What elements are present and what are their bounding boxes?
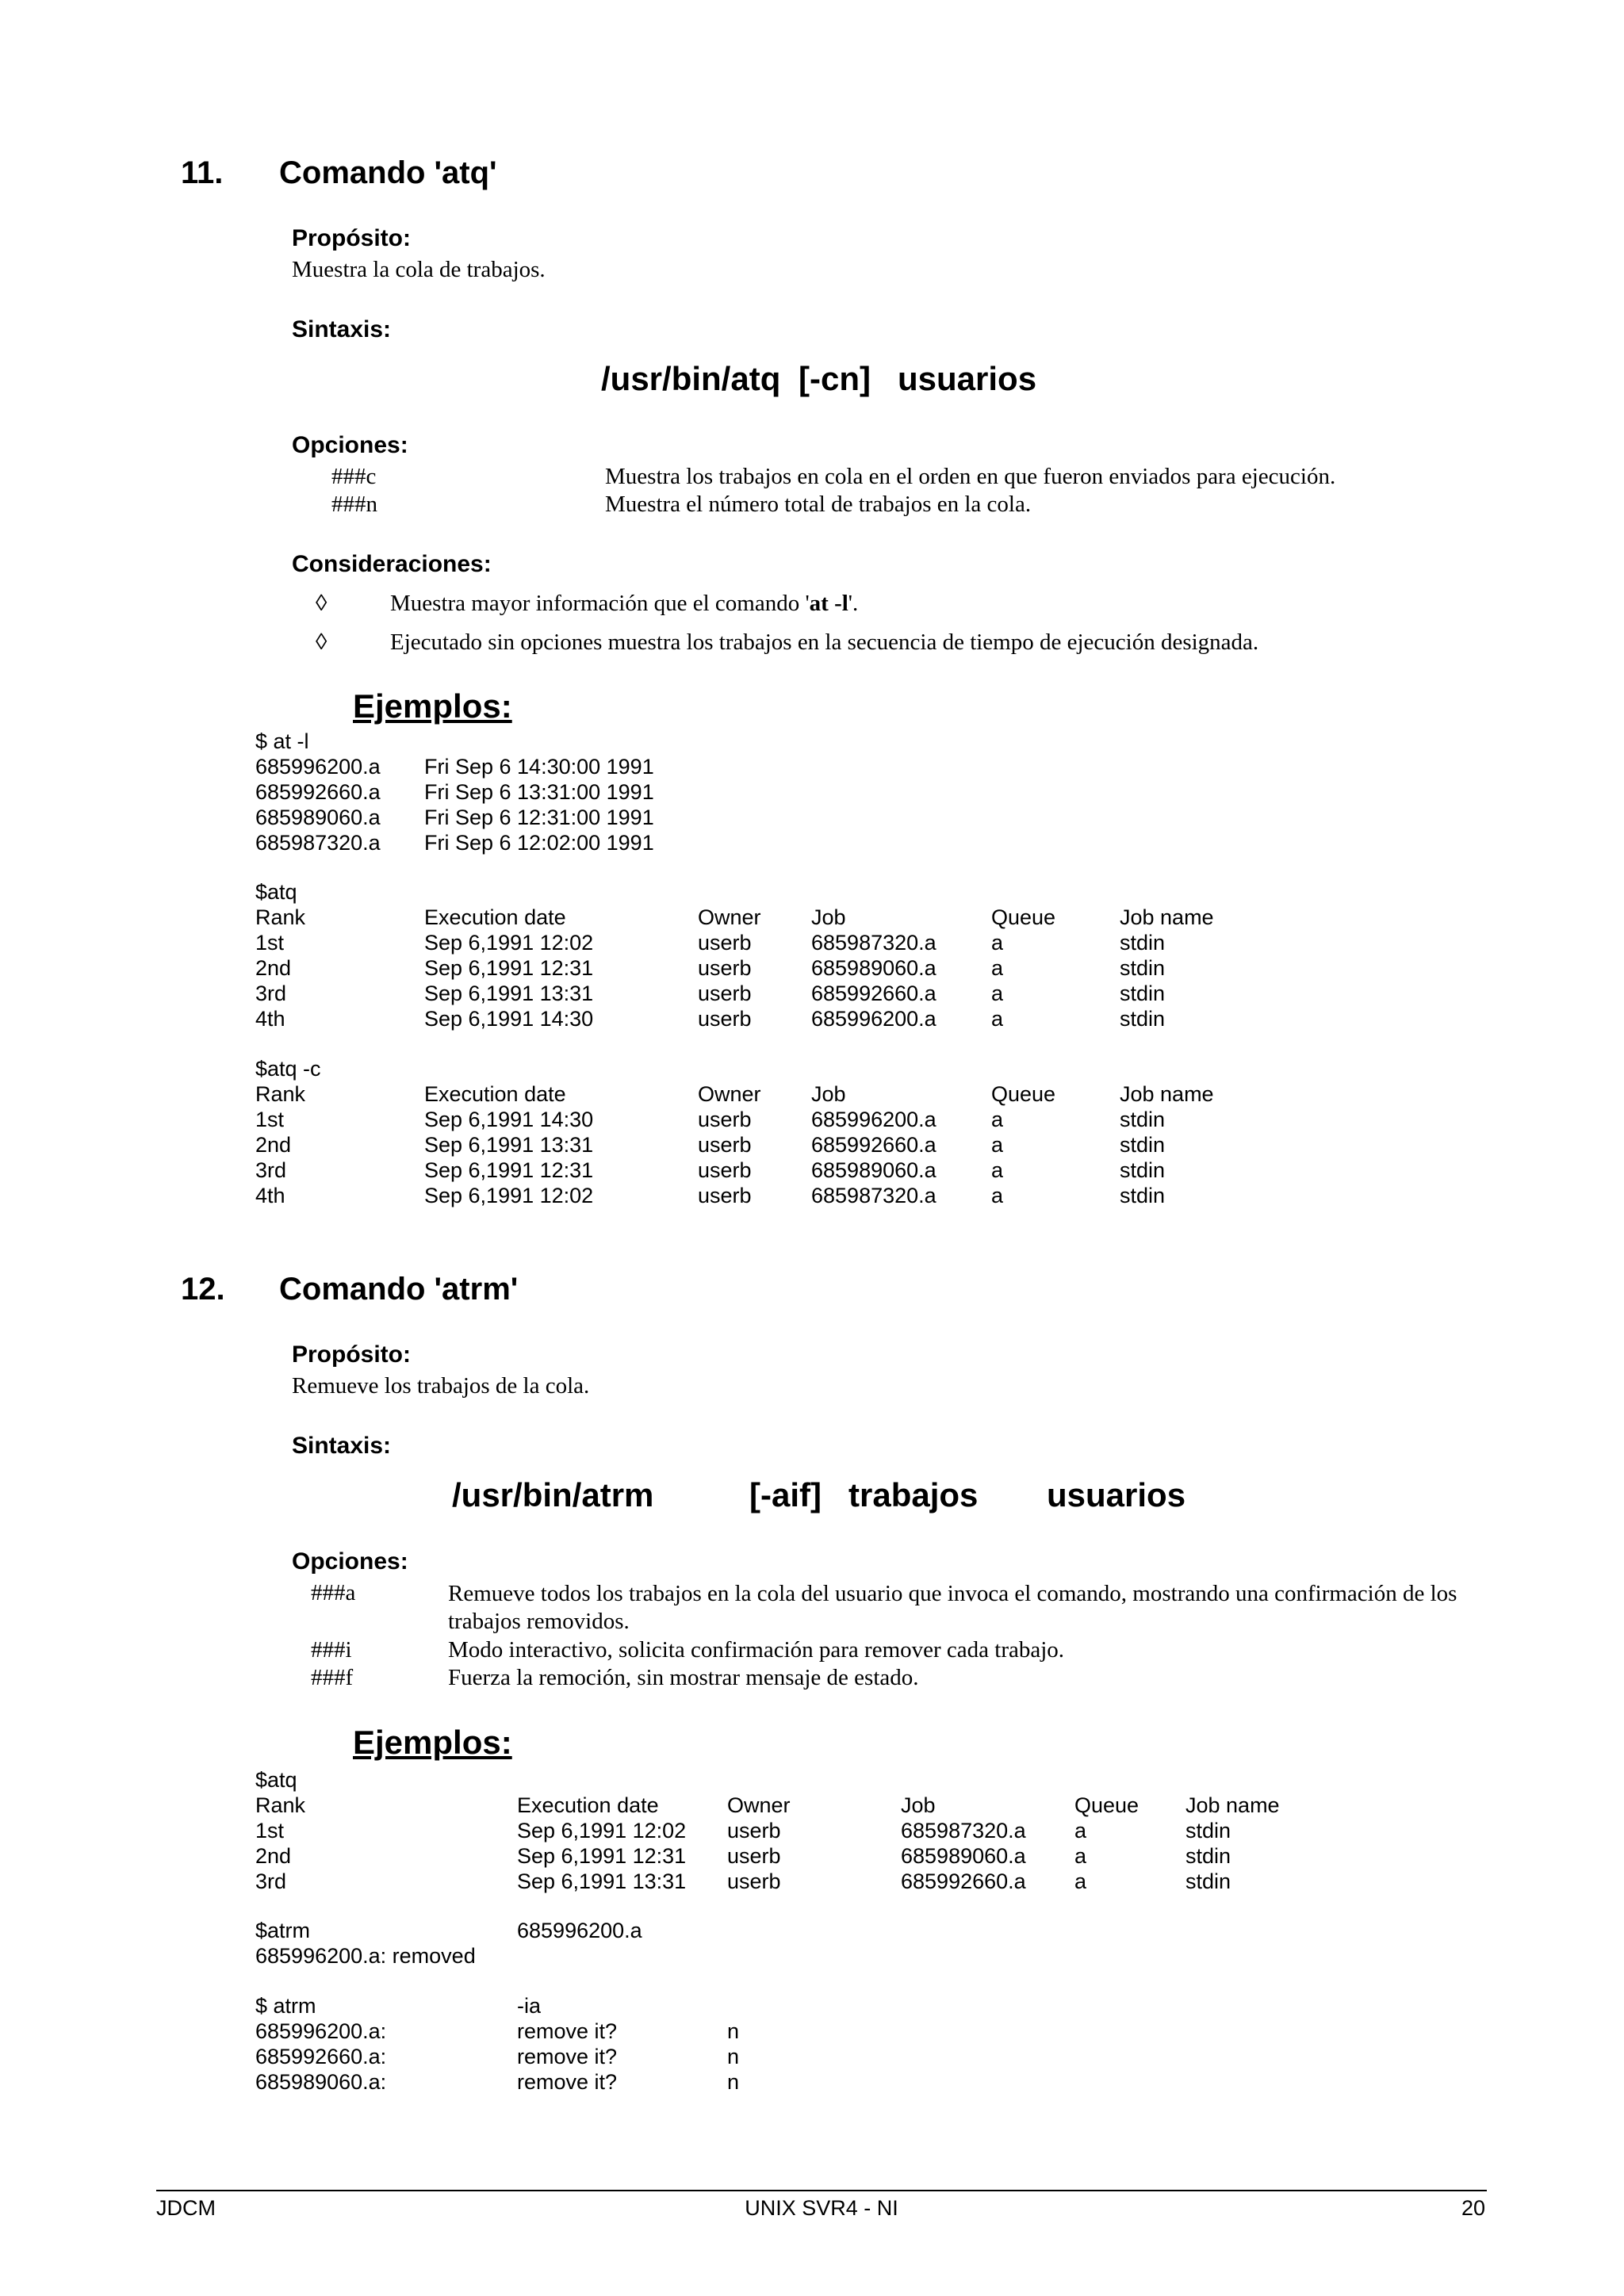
answer-text: n [727, 2070, 740, 2094]
job-date: Fri Sep 6 12:02:00 1991 [424, 831, 654, 855]
execution-date-cell: Sep 6,1991 12:02 [424, 931, 594, 955]
execution-date-cell: Sep 6,1991 12:02 [517, 1819, 687, 1843]
section-title: Comando 'atrm' [279, 1272, 519, 1307]
rank-cell: 1st [255, 1108, 285, 1131]
column-header: Job name [1120, 1082, 1214, 1106]
prompt-text: remove it? [517, 2070, 618, 2094]
job-id: 685987320.a [255, 831, 381, 855]
job-name-cell: stdin [1120, 1007, 1166, 1031]
job-name-cell: stdin [1120, 1133, 1166, 1157]
option-desc: Modo interactivo, solicita confirmación para remover cada trabajo. [448, 1637, 1065, 1663]
sintaxis-label: Sintaxis: [292, 1433, 392, 1459]
job-cell: 685992660.a [901, 1869, 1026, 1893]
proposito-label: Propósito: [292, 225, 411, 251]
queue-cell: a [1074, 1869, 1087, 1893]
rank-cell: 1st [255, 1819, 285, 1843]
job-cell: 685992660.a [811, 982, 936, 1005]
ejemplos-heading: Ejemplos: [353, 1724, 512, 1761]
footer-center: UNIX SVR4 - NI [745, 2196, 898, 2220]
job-id: 685992660.a: [255, 2045, 387, 2068]
syntax-users: usuarios [1047, 1476, 1186, 1513]
proposito-label: Propósito: [292, 1341, 411, 1368]
consideration-item: Ejecutado sin opciones muestra los trabajos en la secuencia de tiempo de ejecución designada. [390, 629, 1259, 655]
column-header: Queue [991, 905, 1056, 929]
option-desc: Remueve todos los trabajos en la cola del usuario que invoca el comando, mostrando una confirmación de los trabajos removidos. [448, 1581, 1457, 1634]
queue-cell: a [991, 1007, 1004, 1031]
column-header: Rank [255, 1793, 306, 1817]
owner-cell: userb [698, 1108, 752, 1131]
job-name-cell: stdin [1120, 956, 1166, 980]
syntax-command: /usr/bin/atrm [452, 1476, 654, 1513]
owner-cell: userb [698, 982, 752, 1005]
rank-cell: 4th [255, 1007, 285, 1031]
job-id: 685996200.a [255, 755, 381, 779]
owner-cell: userb [698, 931, 752, 955]
execution-date-cell: Sep 6,1991 14:30 [424, 1007, 594, 1031]
syntax-command: /usr/bin/atq [601, 360, 781, 397]
option-flag: ###f [311, 1665, 354, 1690]
execution-date-cell: Sep 6,1991 13:31 [424, 1133, 594, 1157]
footer-left: JDCM [156, 2196, 216, 2220]
job-cell: 685989060.a [901, 1844, 1026, 1868]
job-name-cell: stdin [1120, 1184, 1166, 1207]
footer-rule [156, 2190, 1487, 2191]
option-flag: ###n [331, 492, 377, 517]
queue-cell: a [991, 982, 1004, 1005]
execution-date-cell: Sep 6,1991 13:31 [517, 1869, 687, 1893]
job-name-cell: stdin [1120, 982, 1166, 1005]
job-name-cell: stdin [1120, 1108, 1166, 1131]
consideration-item: Muestra mayor información que el comando 'at -l'. [390, 591, 859, 616]
proposito-text: Remueve los trabajos de la cola. [292, 1373, 590, 1399]
command-line: $atrm [255, 1919, 311, 1942]
column-header: Owner [727, 1793, 791, 1817]
column-header: Queue [1074, 1793, 1139, 1817]
queue-cell: a [991, 1133, 1004, 1157]
queue-cell: a [991, 956, 1004, 980]
job-id: 685996200.a: [255, 2019, 387, 2043]
option-flag: ###c [331, 464, 377, 489]
job-cell: 685987320.a [811, 1184, 936, 1207]
syntax-args: trabajos [848, 1476, 979, 1513]
ejemplos-heading: Ejemplos: [353, 687, 512, 725]
syntax-args: usuarios [898, 360, 1037, 397]
diamond-bullet-icon: ◊ [316, 591, 327, 616]
owner-cell: userb [727, 1869, 781, 1893]
job-date: Fri Sep 6 13:31:00 1991 [424, 780, 654, 804]
opciones-label: Opciones: [292, 432, 408, 458]
job-cell: 685996200.a [811, 1007, 936, 1031]
execution-date-cell: Sep 6,1991 12:31 [424, 1158, 594, 1182]
queue-cell: a [991, 1108, 1004, 1131]
section-title: Comando 'atq' [279, 155, 497, 190]
column-header: Owner [698, 905, 761, 929]
command-output: 685996200.a: removed [255, 1944, 476, 1968]
job-cell: 685989060.a [811, 1158, 936, 1182]
queue-cell: a [991, 1184, 1004, 1207]
command-line: $ at -l [255, 729, 309, 753]
queue-cell: a [991, 931, 1004, 955]
opciones-label: Opciones: [292, 1548, 408, 1575]
job-cell: 685996200.a [811, 1108, 936, 1131]
queue-cell: a [991, 1158, 1004, 1182]
queue-cell: a [1074, 1844, 1087, 1868]
command-arg: -ia [517, 1994, 542, 2018]
column-header: Execution date [424, 905, 566, 929]
answer-text: n [727, 2045, 740, 2068]
column-header: Job [811, 905, 846, 929]
owner-cell: userb [698, 1184, 752, 1207]
column-header: Rank [255, 1082, 306, 1106]
command-line: $atq [255, 1768, 297, 1792]
diamond-bullet-icon: ◊ [316, 629, 327, 655]
owner-cell: userb [727, 1844, 781, 1868]
command-line: $atq [255, 880, 297, 904]
prompt-text: remove it? [517, 2019, 618, 2043]
job-id: 685989060.a: [255, 2070, 387, 2094]
job-name-cell: stdin [1185, 1869, 1231, 1893]
column-header: Rank [255, 905, 306, 929]
rank-cell: 3rd [255, 982, 287, 1005]
owner-cell: userb [698, 956, 752, 980]
rank-cell: 4th [255, 1184, 285, 1207]
owner-cell: userb [727, 1819, 781, 1843]
column-header: Owner [698, 1082, 761, 1106]
execution-date-cell: Sep 6,1991 13:31 [424, 982, 594, 1005]
option-desc: Muestra los trabajos en cola en el orden en que fueron enviados para ejecución. [605, 464, 1336, 489]
column-header: Queue [991, 1082, 1056, 1106]
execution-date-cell: Sep 6,1991 12:31 [424, 956, 594, 980]
footer-page-number: 20 [1461, 2196, 1485, 2220]
rank-cell: 2nd [255, 1133, 292, 1157]
answer-text: n [727, 2019, 740, 2043]
section-number: 12. [181, 1272, 225, 1307]
column-header: Job [901, 1793, 936, 1817]
job-id: 685992660.a [255, 780, 381, 804]
column-header: Job [811, 1082, 846, 1106]
command-arg: 685996200.a [517, 1919, 642, 1942]
syntax-flags: [-cn] [799, 360, 871, 397]
owner-cell: userb [698, 1007, 752, 1031]
column-header: Execution date [517, 1793, 659, 1817]
job-name-cell: stdin [1185, 1844, 1231, 1868]
job-name-cell: stdin [1185, 1819, 1231, 1843]
execution-date-cell: Sep 6,1991 14:30 [424, 1108, 594, 1131]
option-flag: ###a [311, 1580, 356, 1605]
job-id: 685989060.a [255, 806, 381, 829]
prompt-text: remove it? [517, 2045, 618, 2068]
execution-date-cell: Sep 6,1991 12:31 [517, 1844, 687, 1868]
option-flag: ###i [311, 1637, 352, 1663]
job-date: Fri Sep 6 12:31:00 1991 [424, 806, 654, 829]
proposito-text: Muestra la cola de trabajos. [292, 257, 546, 282]
column-header: Job name [1185, 1793, 1280, 1817]
rank-cell: 3rd [255, 1869, 287, 1893]
rank-cell: 2nd [255, 956, 292, 980]
owner-cell: userb [698, 1158, 752, 1182]
job-cell: 685987320.a [901, 1819, 1026, 1843]
job-date: Fri Sep 6 14:30:00 1991 [424, 755, 654, 779]
column-header: Execution date [424, 1082, 566, 1106]
queue-cell: a [1074, 1819, 1087, 1843]
consideraciones-label: Consideraciones: [292, 551, 492, 577]
job-cell: 685989060.a [811, 956, 936, 980]
rank-cell: 3rd [255, 1158, 287, 1182]
option-desc: Muestra el número total de trabajos en la cola. [605, 492, 1032, 517]
rank-cell: 2nd [255, 1844, 292, 1868]
column-header: Job name [1120, 905, 1214, 929]
syntax-flags: [-aif] [749, 1476, 822, 1513]
sintaxis-label: Sintaxis: [292, 316, 392, 342]
rank-cell: 1st [255, 931, 285, 955]
command-line: $atq -c [255, 1057, 321, 1081]
job-name-cell: stdin [1120, 931, 1166, 955]
execution-date-cell: Sep 6,1991 12:02 [424, 1184, 594, 1207]
section-number: 11. [181, 155, 224, 190]
job-cell: 685992660.a [811, 1133, 936, 1157]
owner-cell: userb [698, 1133, 752, 1157]
command-line: $ atrm [255, 1994, 316, 2018]
job-name-cell: stdin [1120, 1158, 1166, 1182]
job-cell: 685987320.a [811, 931, 936, 955]
option-desc: Fuerza la remoción, sin mostrar mensaje de estado. [448, 1665, 919, 1690]
